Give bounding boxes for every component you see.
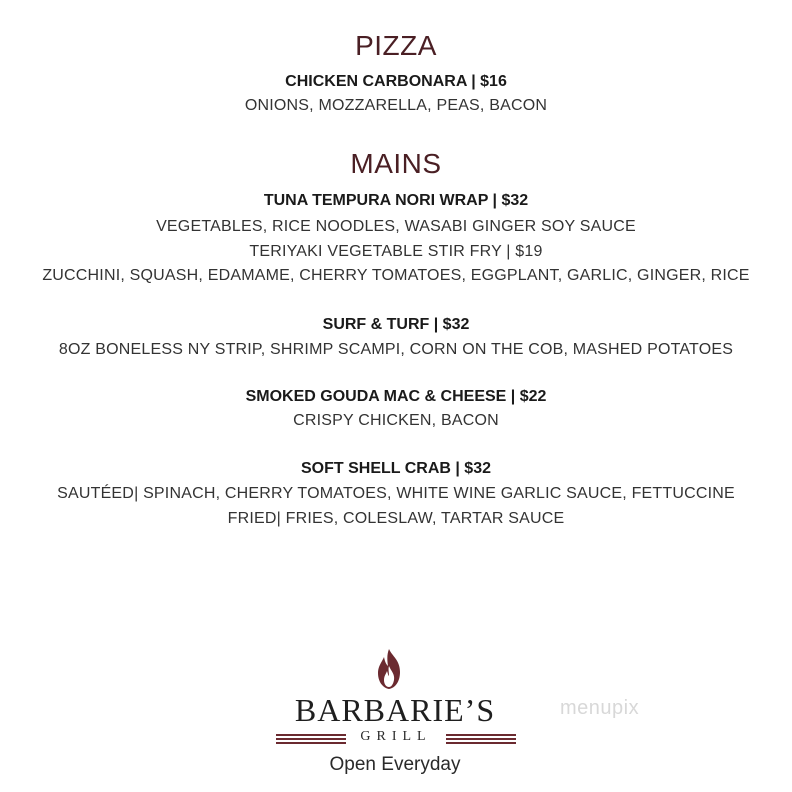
dish-title: SOFT SHELL CRAB | $32 [301, 460, 491, 477]
dish-description: ONIONS, MOZZARELLA, PEAS, BACON [244, 97, 548, 114]
restaurant-logo [270, 648, 520, 788]
section-heading-mains: MAINS [350, 148, 442, 179]
dish-title: SURF & TURF | $32 [322, 316, 470, 333]
brand-name: BARBARIE’S [294, 692, 496, 728]
decorative-lines [276, 734, 346, 744]
dish-description: ZUCCHINI, SQUASH, EDAMAME, CHERRY TOMATOES, EGGPLANT, GARLIC, GINGER, RICE [42, 267, 750, 284]
dish-description: TERIYAKI VEGETABLE STIR FRY | $19 [249, 243, 543, 260]
tagline: Open Everyday [329, 754, 461, 775]
brand-subtitle-row [276, 731, 516, 747]
flame-icon [374, 648, 404, 690]
watermark: menupix [560, 697, 640, 719]
dish-title: SMOKED GOUDA MAC & CHEESE | $22 [245, 388, 547, 405]
dish-description: 8OZ BONELESS NY STRIP, SHRIMP SCAMPI, CORN ON THE COB, MASHED POTATOES [58, 341, 734, 358]
brand-subtitle: GRILL [360, 729, 432, 744]
decorative-lines [446, 734, 516, 744]
dish-title: TUNA TEMPURA NORI WRAP | $32 [263, 192, 529, 209]
section-heading-pizza: PIZZA [355, 30, 437, 61]
dish-description: CRISPY CHICKEN, BACON [293, 412, 499, 429]
dish-description: FRIED| FRIES, COLESLAW, TARTAR SAUCE [227, 510, 565, 527]
dish-description: VEGETABLES, RICE NOODLES, WASABI GINGER SOY SAUCE [156, 218, 636, 235]
dish-description: SAUTÉED| SPINACH, CHERRY TOMATOES, WHITE WINE GARLIC SAUCE, FETTUCCINE [57, 485, 735, 502]
dish-title: CHICKEN CARBONARA | $16 [285, 73, 507, 90]
